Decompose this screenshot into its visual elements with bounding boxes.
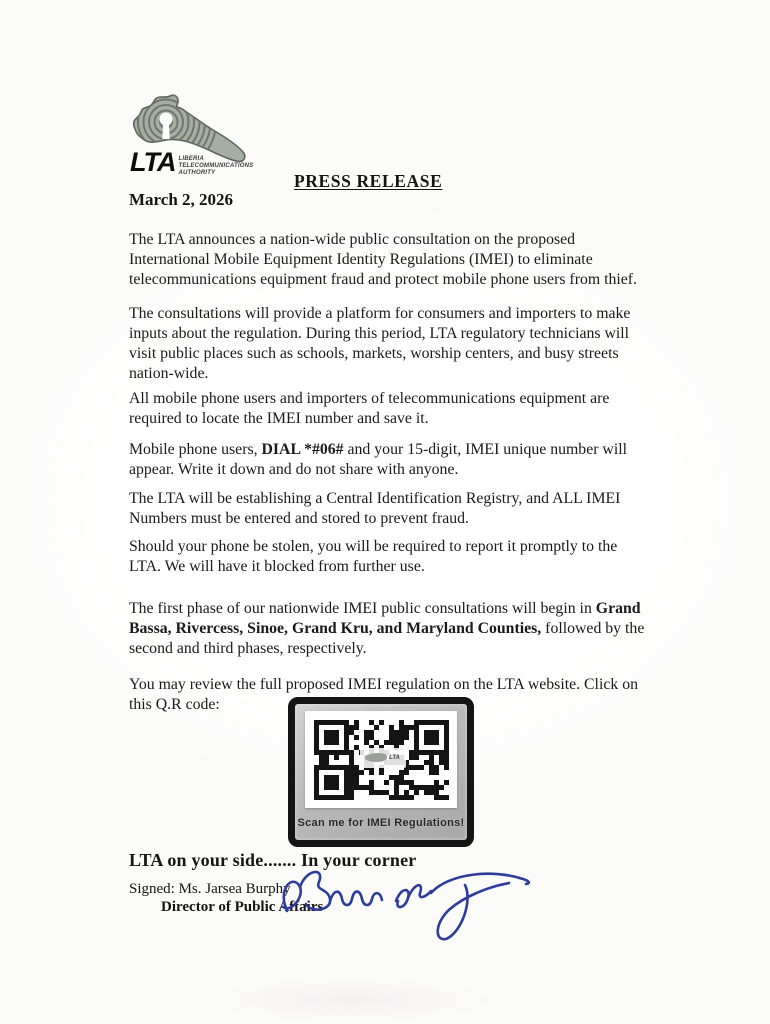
qr-center-lta-logo: LTA xyxy=(360,748,406,768)
paragraph-locate-imei: All mobile phone users and importers of telecommunications equipment are required to locate the IMEI number and save it. xyxy=(129,390,610,427)
paragraph-first-phase: The first phase of our nationwide IMEI public consultations will begin in Grand Bassa, Rivercess, Sinoe, Grand Kru, and Maryland Counties, followed by the second and third phases, respectively. xyxy=(129,600,645,657)
paragraph-consultation-platform: The consultations will provide a platform for consumers and importers to make inputs about the regulation. During this period, LTA regulatory technicians will visit public places such as schools, markets, worship centers, and busy streets nation-wide. xyxy=(129,305,631,382)
paragraph-announcement: The LTA announces a nation-wide public consultation on the proposed International Mobile Equipment Identity Regulations (IMEI) to eliminate telecommunications equipment fraud and protect mobile phone users from thief. xyxy=(129,231,637,288)
release-date: March 2, 2026 xyxy=(129,190,234,209)
signer-title: Director of Public Affairs xyxy=(161,899,324,915)
body-content xyxy=(129,230,652,916)
counties-bold: Grand Bassa, Rivercess, Sinoe, Grand Kru, and Maryland Counties, xyxy=(129,600,641,637)
lta-acronym: LTA xyxy=(130,147,176,177)
qr-code-badge[interactable] xyxy=(288,697,474,847)
press-release-title: PRESS RELEASE xyxy=(294,171,443,191)
signed-by: Signed: Ms. Jarsea Burphy xyxy=(129,881,291,897)
paragraph-qr-invitation: You may review the full proposed IMEI regulation on the LTA website. Click on this Q.R code: xyxy=(129,676,638,713)
paragraph-central-registry: The LTA will be establishing a Central Identification Registry, and ALL IMEI Numbers must be entered and stored to prevent fraud. xyxy=(129,490,621,527)
tagline: LTA on your side....... In your corner xyxy=(129,850,417,870)
signature-block xyxy=(129,881,652,916)
qr-code xyxy=(314,720,449,800)
lta-logo xyxy=(126,92,276,177)
qr-panel xyxy=(305,711,457,808)
paragraph-stolen-phone: Should your phone be stolen, you will be required to report it promptly to the LTA. We will have it blocked from further use. xyxy=(129,538,618,575)
lta-org-name: LIBERIA TELECOMMUNICATIONS AUTHORITY xyxy=(178,156,254,176)
qr-center-map-icon xyxy=(365,753,387,762)
paragraph-dial-instructions: Mobile phone users, DIAL *#06# and your 15-digit, IMEI unique number will appear. Write it down and do not share with anyone. xyxy=(129,441,627,478)
dial-code-bold: DIAL *#06# xyxy=(261,441,344,458)
qr-caption: Scan me for IMEI Regulations! xyxy=(297,817,465,829)
